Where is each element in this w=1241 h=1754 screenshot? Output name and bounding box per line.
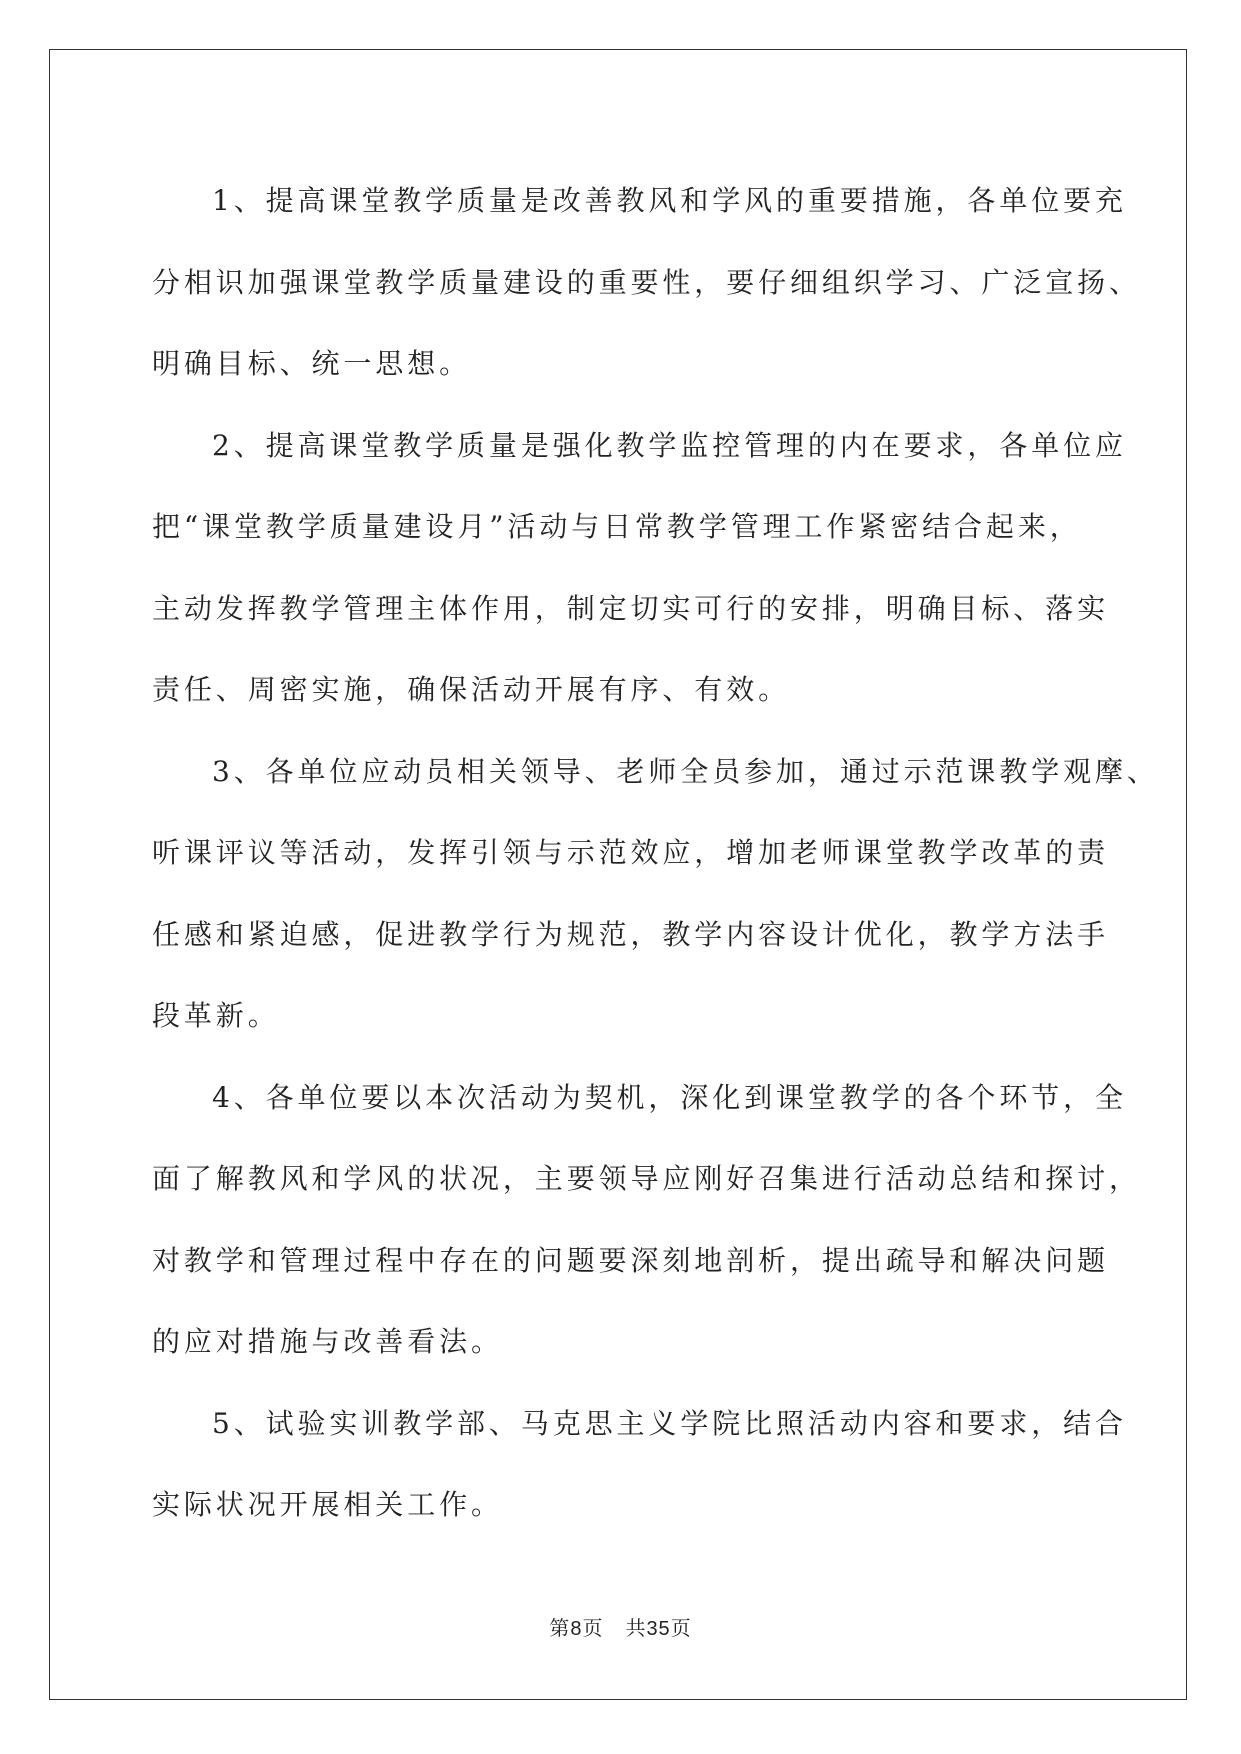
paragraph-2 — [152, 405, 1127, 731]
document-body — [152, 160, 1159, 1546]
total-prefix: 共 — [625, 1618, 647, 1640]
paragraph-line: 分相识加强课堂教学质量建设的重要性，要仔细组织学习、广泛宣扬、 — [152, 265, 1141, 299]
paragraph-line: 听课评议等活动，发挥引领与示范效应，增加老师课堂教学改革的责 — [152, 836, 1110, 869]
page-suffix: 页 — [582, 1618, 604, 1640]
page-number: 8 — [570, 1618, 583, 1640]
paragraph-4 — [152, 1057, 1141, 1383]
total-pages: 35 — [646, 1618, 671, 1640]
paragraph-line: 1、提高课堂教学质量是改善教风和学风的重要措施，各单位要充 — [212, 184, 1127, 217]
paragraph-line: 的应对措施与改善看法。 — [152, 1325, 503, 1358]
paragraph-line: 面了解教风和学风的状况，主要领导应刚好召集进行活动总结和探讨， — [152, 1162, 1141, 1195]
paragraph-line: 责任、周密实施，确保活动开展有序、有效。 — [152, 673, 791, 706]
paragraph-line: 4、各单位要以本次活动为契机，深化到课堂教学的各个环节，全 — [212, 1080, 1127, 1114]
paragraph-line: 对教学和管理过程中存在的问题要深刻地剖析，提出疏导和解决问题 — [152, 1243, 1110, 1277]
paragraph-line: 段革新。 — [152, 999, 280, 1032]
paragraph-line: 实际状况开展相关工作。 — [152, 1488, 503, 1521]
page-prefix: 第 — [549, 1618, 571, 1640]
paragraph-line: 明确目标、统一思想。 — [152, 347, 472, 380]
paragraph-1 — [152, 160, 1141, 405]
paragraph-line: 2、提高课堂教学质量是强化教学监控管理的内在要求，各单位应 — [212, 428, 1127, 462]
paragraph-3 — [152, 731, 1159, 1057]
page-footer — [0, 1612, 1241, 1641]
total-suffix: 页 — [670, 1618, 692, 1640]
paragraph-line: 把“课堂教学质量建设月”活动与日常教学管理工作紧密结合起来， — [152, 510, 1082, 543]
paragraph-line: 主动发挥教学管理主体作用，制定切实可行的安排，明确目标、落实 — [152, 591, 1110, 625]
paragraph-line: 任感和紧迫感，促进教学行为规范，教学内容设计优化，教学方法手 — [152, 917, 1110, 951]
paragraph-line: 3、各单位应动员相关领导、老师全员参加，通过示范课教学观摩、 — [212, 754, 1159, 788]
paragraph-5 — [152, 1383, 1127, 1546]
paragraph-line: 5、试验实训教学部、马克思主义学院比照活动内容和要求，结合 — [212, 1406, 1127, 1440]
